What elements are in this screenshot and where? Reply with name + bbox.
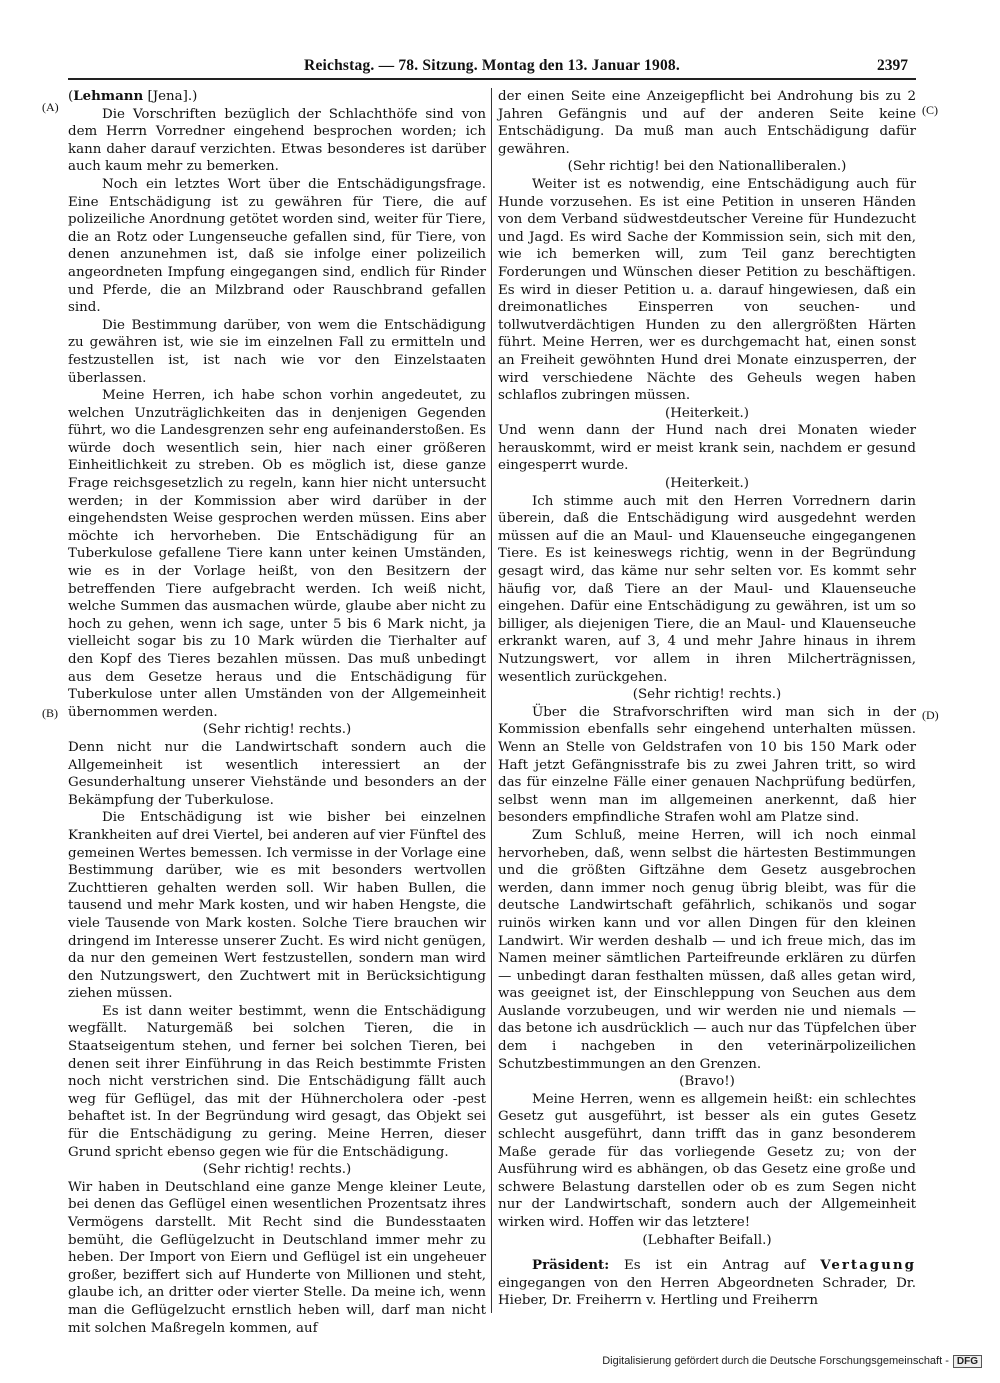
paragraph: Ich stimme auch mit den Herren Vorrednern darin überein, daß die Entschädigung wird ausgedehnt werden müssen auf die an Maul- und Klauenseuche eingegangenen Tiere. Es ist keineswegs richtig, wenn in der Begründung gesagt wird, das käme nur sehr selten vor. Es kommt sehr häufig vor, daß Tiere an der Maul- und Klauenseuche eingehen. Dafür eine Entschädigung zu gewähren, ist um so billiger, als diejenigen Tiere, die an Maul- und Klauenseuche erkrankt waren, auf 3, 4 und mehr Jahre hinaus in ihrem Nutzungswert, vor allem in ihren Milcherträgnissen, wesentlich zurückgehen. — [498, 493, 916, 685]
paragraph: Es ist dann weiter bestimmt, wenn die Entschädigung wegfällt. Naturgemäß bei solchen Tieren, die in Staatseigentum stehen, und ferner bei solchen Tieren, bei denen seit ihrer Einführung in das Reich bestimmte Fristen noch nicht verstrichen sind. Die Entschädigung fällt auch weg für Geflügel, das mit der Hühnercholera oder -pest behaftet ist. In der Begründung wird gesagt, das Objekt sei für die Entschädigung zu gering. Meine Herren, dieser Grund spricht ebenso gegen wie für die Entschädigung. — [68, 1003, 486, 1160]
right-column — [498, 88, 916, 1310]
interjection: (Heiterkeit.) — [665, 476, 749, 492]
column-divider — [491, 88, 492, 1313]
page-number: 2397 — [877, 57, 908, 74]
interjection: (Sehr richtig! bei den Nationalliberalen.) — [567, 159, 847, 175]
paragraph: Über die Strafvorschriften wird man sich in der Kommission ebenfalls sehr eingehend unterhalten müssen. Wenn an Stelle von Geldstrafen von 10 bis 150 Mark oder Haft jetzt Gefängnisstrafe bis zu zwei Jahren tritt, so wird das für einzelne Fälle einer genauen Nachprüfung bedürfen, selbst wenn man im allgemeinen anerkennt, daß hier besonders empfindliche Strafen wohl am Platze sind. — [498, 704, 916, 826]
interjection: (Sehr richtig! rechts.) — [632, 687, 782, 703]
margin-marker-a: (A) — [42, 100, 59, 114]
left-column — [68, 88, 486, 1337]
president-emphasis: Vertagung — [820, 1257, 916, 1274]
president-paragraph — [498, 1257, 916, 1310]
interjection: (Bravo!) — [679, 1074, 735, 1090]
speaker-line: (Lehmann [Jena].) — [68, 88, 198, 104]
margin-marker-d: (D) — [922, 708, 939, 722]
header-rule — [68, 78, 916, 80]
paragraph: Weiter ist es notwendig, eine Entschädigung auch für Hunde vorzusehen. Es ist eine Petition in unseren Händen von dem Verband südwestdeutscher Vereine für Hundezucht und Jagd. Es wird Sache der Kommission sein, sich mit den, wie ich bemerken will, zum Teil ganz berechtigten Forderungen und Wünschen dieser Petition zu beschäftigen. Es wird in dieser Petition u. a. darauf hingewiesen, daß ein dreimonatliches Einsperren von seuchen- und tollwutverdächtigen Hunden zu den allergrößten Härten führt. Meine Herren, wer es durchgemacht hat, einen sonst an Freiheit gewöhnten Hund drei Monate einzusperren, der wird verschiedene Nächte des Geheuls wegen haben schlaflos zubringen müssen. — [498, 176, 916, 404]
paragraph: Die Bestimmung darüber, von wem die Entschädigung zu gewähren ist, wie sie im einzelnen Fall zu ermitteln und festzustellen ist, ist nach wie vor den Einzelstaaten überlassen. — [68, 317, 486, 386]
paragraph: Denn nicht nur die Landwirtschaft sondern auch die Allgemeinheit ist wesentlich interessiert an der Gesunderhaltung unserer Viehstände und besonders an der Bekämpfung der Tuberkulose. — [68, 739, 486, 808]
interjection: (Sehr richtig! rechts.) — [202, 722, 352, 738]
paragraph: Und wenn dann der Hund nach drei Monaten wieder herauskommt, wird er meist krank sein, nachdem er gesund eingesperrt wurde. — [498, 423, 916, 474]
paragraph: Noch ein letztes Wort über die Entschädigungsfrage. Eine Entschädigung ist zu gewähren für Tiere, die auf polizeiliche Anordnung getötet worden sind, weiter für Tiere, die an Rotz oder Lungenseuche gefallen sind, für Tiere, von denen anzunehmen ist, daß sie infolge einer polizeilich angeordneten Impfung eingegangen sind, endlich für Rinder und Pferde, die an Milzbrand oder Rauschbrand gefallen sind. — [68, 176, 486, 316]
speaker-name: Lehmann — [73, 88, 144, 104]
paragraph: Meine Herren, wenn es allgemein heißt: ein schlechtes Gesetz gut ausgeführt, ist besser als ein gutes Gesetz schlecht ausgeführt, dann trifft das in ganz besonderem Maße gerade für das vorliegende Gesetz zu; von der Ausführung wird es abhängen, ob das Gesetz eine große und schwere Belastung darstellen oder ob es zum Segen nicht nur der Landwirtschaft, sondern auch der Allgemeinheit wirken wird. Hoffen wir das letztere! — [498, 1091, 916, 1230]
margin-marker-c: (C) — [922, 103, 938, 117]
interjection: (Heiterkeit.) — [665, 405, 749, 421]
paragraph: Zum Schluß, meine Herren, will ich noch einmal hervorheben, daß, wenn selbst die härtesten Bestimmungen und die größten Giftzähne dem Gesetz ausgebrochen werden, dann immer noch genug übrig bleibt, was für die deutsche Landwirtschaft gefährlich, schikanös und sogar ruinös wirken kann und vor allen Dingen für den kleinen Landwirt. Wir werden deshalb — und ich freue mich, das im Namen meiner sämtlichen Parteifreunde erklären zu dürfen — unbedingt daran festhalten müssen, daß alles getan wird, was geeignet ist, der Einschleppung von Seuchen aus dem Auslande vorzubeugen, und wir werden nie und niemals — das betone ich ausdrücklich — auch nur das Tüpfelchen über dem i nachgeben in den veterinärpolizeilichen Schutzbestimmungen an den Grenzen. — [498, 827, 916, 1072]
dfg-logo: DFG — [953, 1355, 982, 1368]
running-title: Reichstag. — 78. Sitzung. Montag den 13. Januar 1908. — [304, 57, 680, 74]
speaker-place: [Jena].) — [147, 89, 198, 104]
margin-marker-b: (B) — [42, 706, 58, 720]
interjection: (Sehr richtig! rechts.) — [202, 1162, 352, 1178]
president-text: Es ist ein Antrag auf — [623, 1258, 806, 1274]
page-header — [68, 57, 916, 79]
footer-credit-text: Digitalisierung gefördert durch die Deutsche Forschungsgemeinschaft - — [602, 1355, 949, 1367]
paragraph: Die Entschädigung ist wie bisher bei einzelnen Krankheiten auf drei Viertel, bei anderen auf vier Fünftel des gemeinen Wertes bemessen. Ich vermisse in der Vorlage eine Bestimmung darüber, wie es mit besonders wertvollen Zuchttieren gehalten werden soll. Wir haben Bullen, die tausend und mehr Mark kosten, und wir haben Hengste, die viele Tausende von Mark kosten. Solche Tiere brauchen wir dringend im Interesse unserer Zucht. Es wird nicht genügen, da nur den gemeinen Wert festzustellen, sondern man wird den Nutzungswert, den Zuchtwert mit in Berücksichtigung ziehen müssen. — [68, 810, 486, 1002]
paragraph: Die Vorschriften bezüglich der Schlachthöfe sind von dem Herrn Vorredner eingehend besprochen worden; ich kann daher darauf verzichten. Etwas besonderes ist darüber auch kaum mehr zu bemerken. — [68, 106, 486, 175]
paragraph: der einen Seite eine Anzeigepflicht bei Androhung bis zu 2 Jahren Gefängnis und auf der anderen Seite keine Entschädigung. Da muß man auch Entschädigung dafür gewähren. — [498, 89, 916, 157]
paragraph: Wir haben in Deutschland eine ganze Menge kleiner Leute, bei denen das Geflügel einen wesentlichen Prozentsatz ihres Vermögens darstellt. Mit Recht sind die Bundesstaaten bemüht, die Geflügelzucht in Deutschland immer mehr zu heben. Der Import von Eiern und Geflügel ist ein ungeheuer großer, beziffert sich auf Hunderte von Millionen und steht, glaube ich, an dritter oder vierter Stelle. Da meine ich, wenn man die Geflügelzucht ernstlich heben will, darf man nicht mit solchen Maßregeln kommen, auf — [68, 1179, 486, 1336]
footer-credit — [602, 1355, 982, 1368]
paragraph: Meine Herren, ich habe schon vorhin angedeutet, zu welchen Unzuträglichkeiten das in denjenigen Gegenden führt, wo die Landesgrenzen sehr eng aufeinanderstoßen. Es würde doch wesentlich sein, hier nach einer größeren Einheitlichkeit zu streben. Ob es möglich ist, diese ganze Frage reichsgesetzlich zu regeln, kann hier nicht untersucht werden; in der Kommission aber wird darüber in der eingehendsten Weise gesprochen werden müssen. Eins aber möchte ich hervorheben. Die Entschädigung für an Tuberkulose gefallene Tiere kann unter keinen Umständen, wie es in der Vorlage heißt, von den Besitzern der betreffenden Tiere aufgebracht werden. Ich weiß nicht, welche Summen das ausmachen würde, glaube aber nicht zu hoch zu gehen, wenn ich sage, unter 5 bis 6 Mark nicht, ja vielleicht sogar bis zu 10 Mark würden die Tierhalter auf den Kopf des Tieres bezahlen müssen. Das muß unbedingt aus dem Gesetze heraus und die Entschädigung für Tuberkulose unter allen Umständen von der Allgemeinheit übernommen werden. — [68, 388, 486, 720]
president-label: Präsident: — [532, 1257, 610, 1274]
president-text: eingegangen von den Herren Abgeordneten Schrader, Dr. Hieber, Dr. Freiherrn v. Hertling und Freiherrn — [498, 1275, 916, 1309]
interjection: (Lebhafter Beifall.) — [642, 1232, 772, 1248]
